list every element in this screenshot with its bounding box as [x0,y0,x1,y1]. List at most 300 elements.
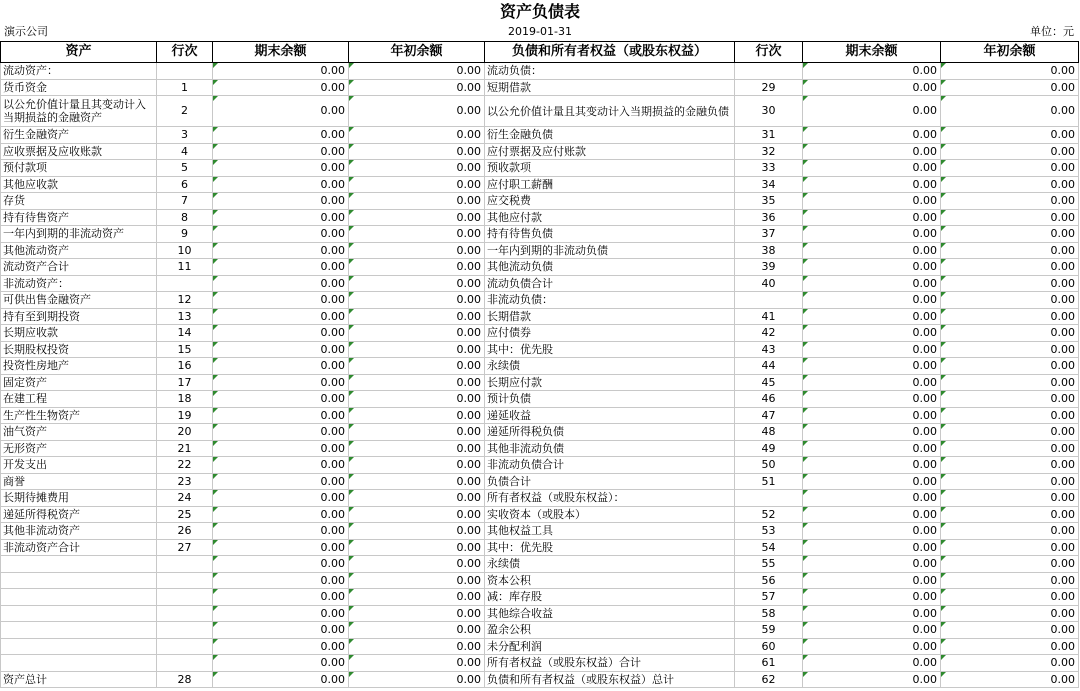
asset-opening-balance-cell[interactable]: 0.00 [349,523,485,540]
liability-label-cell[interactable]: 其他应付款 [485,209,735,226]
asset-line-no-cell[interactable]: 19 [157,407,213,424]
liability-ending-balance-cell[interactable]: 0.00 [803,440,941,457]
liability-label-cell[interactable]: 长期应付款 [485,374,735,391]
liability-opening-balance-cell[interactable]: 0.00 [941,539,1079,556]
liability-line-no-cell[interactable]: 34 [735,176,803,193]
asset-label-cell[interactable]: 在建工程 [1,391,157,408]
liability-line-no-cell[interactable]: 58 [735,605,803,622]
liability-opening-balance-cell[interactable]: 0.00 [941,490,1079,507]
liability-ending-balance-cell[interactable]: 0.00 [803,325,941,342]
liability-label-cell[interactable]: 永续债 [485,358,735,375]
liability-ending-balance-cell[interactable]: 0.00 [803,143,941,160]
asset-opening-balance-cell[interactable]: 0.00 [349,259,485,276]
asset-label-cell[interactable] [1,589,157,606]
liability-ending-balance-cell[interactable]: 0.00 [803,242,941,259]
liability-opening-balance-cell[interactable]: 0.00 [941,79,1079,96]
liability-line-no-cell[interactable]: 54 [735,539,803,556]
liability-label-cell[interactable]: 非流动负债合计 [485,457,735,474]
liability-opening-balance-cell[interactable]: 0.00 [941,622,1079,639]
liability-opening-balance-cell[interactable]: 0.00 [941,671,1079,688]
liability-line-no-cell[interactable]: 49 [735,440,803,457]
asset-line-no-cell[interactable]: 21 [157,440,213,457]
asset-line-no-cell[interactable]: 17 [157,374,213,391]
asset-ending-balance-cell[interactable]: 0.00 [213,341,349,358]
liability-opening-balance-cell[interactable]: 0.00 [941,209,1079,226]
asset-ending-balance-cell[interactable]: 0.00 [213,292,349,309]
liability-opening-balance-cell[interactable]: 0.00 [941,193,1079,210]
asset-ending-balance-cell[interactable]: 0.00 [213,424,349,441]
asset-ending-balance-cell[interactable]: 0.00 [213,655,349,672]
liability-label-cell[interactable]: 非流动负债： [485,292,735,309]
asset-line-no-cell[interactable]: 28 [157,671,213,688]
asset-line-no-cell[interactable] [157,622,213,639]
asset-ending-balance-cell[interactable]: 0.00 [213,605,349,622]
asset-ending-balance-cell[interactable]: 0.00 [213,523,349,540]
liability-line-no-cell[interactable]: 33 [735,160,803,177]
asset-line-no-cell[interactable] [157,655,213,672]
liability-ending-balance-cell[interactable]: 0.00 [803,539,941,556]
liability-line-no-cell[interactable]: 60 [735,638,803,655]
liability-line-no-cell[interactable]: 62 [735,671,803,688]
liability-ending-balance-cell[interactable]: 0.00 [803,193,941,210]
liability-opening-balance-cell[interactable]: 0.00 [941,341,1079,358]
asset-label-cell[interactable]: 应收票据及应收账款 [1,143,157,160]
liability-label-cell[interactable]: 递延收益 [485,407,735,424]
asset-opening-balance-cell[interactable]: 0.00 [349,96,485,127]
asset-opening-balance-cell[interactable]: 0.00 [349,424,485,441]
liability-label-cell[interactable]: 资本公积 [485,572,735,589]
liability-opening-balance-cell[interactable]: 0.00 [941,374,1079,391]
asset-opening-balance-cell[interactable]: 0.00 [349,176,485,193]
asset-ending-balance-cell[interactable]: 0.00 [213,308,349,325]
asset-line-no-cell[interactable] [157,556,213,573]
asset-opening-balance-cell[interactable]: 0.00 [349,605,485,622]
asset-opening-balance-cell[interactable]: 0.00 [349,440,485,457]
asset-line-no-cell[interactable]: 8 [157,209,213,226]
asset-ending-balance-cell[interactable]: 0.00 [213,440,349,457]
asset-line-no-cell[interactable]: 7 [157,193,213,210]
liability-label-cell[interactable]: 其他流动负债 [485,259,735,276]
liability-ending-balance-cell[interactable]: 0.00 [803,127,941,144]
asset-label-cell[interactable]: 生产性生物资产 [1,407,157,424]
liability-opening-balance-cell[interactable]: 0.00 [941,226,1079,243]
liability-ending-balance-cell[interactable]: 0.00 [803,638,941,655]
asset-ending-balance-cell[interactable]: 0.00 [213,79,349,96]
asset-ending-balance-cell[interactable]: 0.00 [213,176,349,193]
liability-ending-balance-cell[interactable]: 0.00 [803,490,941,507]
liability-opening-balance-cell[interactable]: 0.00 [941,63,1079,80]
liability-label-cell[interactable]: 永续债 [485,556,735,573]
asset-line-no-cell[interactable]: 22 [157,457,213,474]
asset-label-cell[interactable]: 存货 [1,193,157,210]
asset-opening-balance-cell[interactable]: 0.00 [349,589,485,606]
asset-opening-balance-cell[interactable]: 0.00 [349,374,485,391]
liability-opening-balance-cell[interactable]: 0.00 [941,556,1079,573]
asset-opening-balance-cell[interactable]: 0.00 [349,209,485,226]
asset-opening-balance-cell[interactable]: 0.00 [349,79,485,96]
asset-line-no-cell[interactable]: 11 [157,259,213,276]
liability-opening-balance-cell[interactable]: 0.00 [941,605,1079,622]
asset-line-no-cell[interactable]: 12 [157,292,213,309]
liability-label-cell[interactable]: 负债合计 [485,473,735,490]
liability-ending-balance-cell[interactable]: 0.00 [803,424,941,441]
asset-line-no-cell[interactable]: 10 [157,242,213,259]
liability-label-cell[interactable]: 一年内到期的非流动负债 [485,242,735,259]
liability-label-cell[interactable]: 所有者权益（或股东权益）： [485,490,735,507]
liability-opening-balance-cell[interactable]: 0.00 [941,473,1079,490]
liability-opening-balance-cell[interactable]: 0.00 [941,589,1079,606]
asset-label-cell[interactable]: 其他非流动资产 [1,523,157,540]
liability-line-no-cell[interactable]: 42 [735,325,803,342]
asset-label-cell[interactable] [1,556,157,573]
liability-line-no-cell[interactable]: 59 [735,622,803,639]
liability-label-cell[interactable]: 流动负债： [485,63,735,80]
asset-ending-balance-cell[interactable]: 0.00 [213,556,349,573]
asset-ending-balance-cell[interactable]: 0.00 [213,242,349,259]
asset-label-cell[interactable]: 流动资产合计 [1,259,157,276]
asset-label-cell[interactable]: 一年内到期的非流动资产 [1,226,157,243]
liability-opening-balance-cell[interactable]: 0.00 [941,391,1079,408]
liability-line-no-cell[interactable]: 30 [735,96,803,127]
asset-ending-balance-cell[interactable]: 0.00 [213,473,349,490]
liability-ending-balance-cell[interactable]: 0.00 [803,572,941,589]
asset-opening-balance-cell[interactable]: 0.00 [349,325,485,342]
asset-ending-balance-cell[interactable]: 0.00 [213,63,349,80]
liability-line-no-cell[interactable] [735,292,803,309]
asset-ending-balance-cell[interactable]: 0.00 [213,96,349,127]
asset-opening-balance-cell[interactable]: 0.00 [349,457,485,474]
asset-opening-balance-cell[interactable]: 0.00 [349,160,485,177]
liability-line-no-cell[interactable]: 46 [735,391,803,408]
asset-ending-balance-cell[interactable]: 0.00 [213,638,349,655]
liability-label-cell[interactable]: 持有待售负债 [485,226,735,243]
asset-ending-balance-cell[interactable]: 0.00 [213,589,349,606]
liability-opening-balance-cell[interactable]: 0.00 [941,160,1079,177]
liability-label-cell[interactable]: 递延所得税负债 [485,424,735,441]
liability-line-no-cell[interactable]: 51 [735,473,803,490]
asset-label-cell[interactable] [1,638,157,655]
asset-opening-balance-cell[interactable]: 0.00 [349,275,485,292]
asset-opening-balance-cell[interactable]: 0.00 [349,407,485,424]
liability-label-cell[interactable]: 短期借款 [485,79,735,96]
asset-opening-balance-cell[interactable]: 0.00 [349,308,485,325]
asset-opening-balance-cell[interactable]: 0.00 [349,143,485,160]
asset-opening-balance-cell[interactable]: 0.00 [349,539,485,556]
liability-label-cell[interactable]: 应付债券 [485,325,735,342]
asset-opening-balance-cell[interactable]: 0.00 [349,127,485,144]
asset-label-cell[interactable]: 油气资产 [1,424,157,441]
asset-opening-balance-cell[interactable]: 0.00 [349,622,485,639]
asset-line-no-cell[interactable]: 23 [157,473,213,490]
asset-line-no-cell[interactable] [157,572,213,589]
asset-ending-balance-cell[interactable]: 0.00 [213,391,349,408]
asset-label-cell[interactable]: 资产总计 [1,671,157,688]
asset-ending-balance-cell[interactable]: 0.00 [213,259,349,276]
asset-line-no-cell[interactable]: 25 [157,506,213,523]
liability-opening-balance-cell[interactable]: 0.00 [941,440,1079,457]
liability-ending-balance-cell[interactable]: 0.00 [803,391,941,408]
liability-label-cell[interactable]: 其他综合收益 [485,605,735,622]
asset-label-cell[interactable]: 长期应收款 [1,325,157,342]
asset-ending-balance-cell[interactable]: 0.00 [213,671,349,688]
header-ending-balance: 期末余额 [213,42,349,63]
asset-label-cell[interactable]: 其他应收款 [1,176,157,193]
currency-unit: 单位：元 [1030,25,1074,38]
liability-opening-balance-cell[interactable]: 0.00 [941,424,1079,441]
asset-line-no-cell[interactable]: 18 [157,391,213,408]
liability-ending-balance-cell[interactable]: 0.00 [803,275,941,292]
liability-ending-balance-cell[interactable]: 0.00 [803,506,941,523]
liability-line-no-cell[interactable]: 35 [735,193,803,210]
liability-ending-balance-cell[interactable]: 0.00 [803,622,941,639]
asset-opening-balance-cell[interactable]: 0.00 [349,242,485,259]
asset-opening-balance-cell[interactable]: 0.00 [349,473,485,490]
liability-label-cell[interactable]: 以公允价值计量且其变动计入当期损益的金融负债 [485,96,735,127]
asset-line-no-cell[interactable]: 13 [157,308,213,325]
asset-ending-balance-cell[interactable]: 0.00 [213,275,349,292]
liability-label-cell[interactable]: 实收资本（或股本） [485,506,735,523]
asset-line-no-cell[interactable]: 5 [157,160,213,177]
liability-line-no-cell[interactable]: 55 [735,556,803,573]
liability-label-cell[interactable]: 流动负债合计 [485,275,735,292]
asset-opening-balance-cell[interactable]: 0.00 [349,671,485,688]
asset-line-no-cell[interactable] [157,589,213,606]
asset-ending-balance-cell[interactable]: 0.00 [213,160,349,177]
liability-ending-balance-cell[interactable]: 0.00 [803,655,941,672]
asset-line-no-cell[interactable]: 9 [157,226,213,243]
liability-line-no-cell[interactable]: 53 [735,523,803,540]
asset-opening-balance-cell[interactable]: 0.00 [349,655,485,672]
liability-line-no-cell[interactable]: 29 [735,79,803,96]
asset-label-cell[interactable]: 货币资金 [1,79,157,96]
liability-line-no-cell[interactable]: 43 [735,341,803,358]
liability-line-no-cell[interactable]: 32 [735,143,803,160]
asset-ending-balance-cell[interactable]: 0.00 [213,572,349,589]
liability-label-cell[interactable]: 其中：优先股 [485,539,735,556]
asset-line-no-cell[interactable] [157,605,213,622]
asset-label-cell[interactable]: 可供出售金融资产 [1,292,157,309]
liability-line-no-cell[interactable]: 50 [735,457,803,474]
asset-label-cell[interactable]: 非流动资产： [1,275,157,292]
table-row [1,209,1079,226]
asset-ending-balance-cell[interactable]: 0.00 [213,622,349,639]
asset-label-cell[interactable] [1,605,157,622]
liability-opening-balance-cell[interactable]: 0.00 [941,143,1079,160]
liability-line-no-cell[interactable]: 41 [735,308,803,325]
liability-ending-balance-cell[interactable]: 0.00 [803,96,941,127]
liability-ending-balance-cell[interactable]: 0.00 [803,63,941,80]
liability-ending-balance-cell[interactable]: 0.00 [803,209,941,226]
liability-line-no-cell[interactable]: 48 [735,424,803,441]
asset-label-cell[interactable]: 流动资产： [1,63,157,80]
asset-opening-balance-cell[interactable]: 0.00 [349,391,485,408]
asset-line-no-cell[interactable]: 2 [157,96,213,127]
asset-ending-balance-cell[interactable]: 0.00 [213,209,349,226]
asset-label-cell[interactable] [1,622,157,639]
asset-label-cell[interactable] [1,655,157,672]
liability-line-no-cell[interactable] [735,490,803,507]
liability-opening-balance-cell[interactable]: 0.00 [941,523,1079,540]
asset-opening-balance-cell[interactable]: 0.00 [349,490,485,507]
asset-label-cell[interactable] [1,572,157,589]
asset-label-cell[interactable]: 长期股权投资 [1,341,157,358]
table-row [1,63,1079,80]
asset-label-cell[interactable]: 投资性房地产 [1,358,157,375]
liability-line-no-cell[interactable]: 36 [735,209,803,226]
asset-line-no-cell[interactable]: 14 [157,325,213,342]
liability-opening-balance-cell[interactable]: 0.00 [941,506,1079,523]
liability-ending-balance-cell[interactable]: 0.00 [803,259,941,276]
liability-line-no-cell[interactable]: 47 [735,407,803,424]
asset-label-cell[interactable]: 非流动资产合计 [1,539,157,556]
asset-opening-balance-cell[interactable]: 0.00 [349,292,485,309]
liability-line-no-cell[interactable]: 44 [735,358,803,375]
asset-ending-balance-cell[interactable]: 0.00 [213,325,349,342]
liability-ending-balance-cell[interactable]: 0.00 [803,556,941,573]
liability-label-cell[interactable]: 减：库存股 [485,589,735,606]
asset-ending-balance-cell[interactable]: 0.00 [213,506,349,523]
liability-line-no-cell[interactable]: 31 [735,127,803,144]
asset-label-cell[interactable]: 无形资产 [1,440,157,457]
liability-label-cell[interactable]: 应付票据及应付账款 [485,143,735,160]
liability-opening-balance-cell[interactable]: 0.00 [941,242,1079,259]
liability-opening-balance-cell[interactable]: 0.00 [941,259,1079,276]
asset-opening-balance-cell[interactable]: 0.00 [349,226,485,243]
liability-line-no-cell[interactable]: 45 [735,374,803,391]
liability-label-cell[interactable]: 预计负债 [485,391,735,408]
asset-ending-balance-cell[interactable]: 0.00 [213,490,349,507]
liability-line-no-cell[interactable]: 38 [735,242,803,259]
liability-opening-balance-cell[interactable]: 0.00 [941,572,1079,589]
asset-ending-balance-cell[interactable]: 0.00 [213,457,349,474]
asset-ending-balance-cell[interactable]: 0.00 [213,143,349,160]
liability-label-cell[interactable]: 其他非流动负债 [485,440,735,457]
liability-opening-balance-cell[interactable]: 0.00 [941,407,1079,424]
asset-line-no-cell[interactable]: 27 [157,539,213,556]
liability-label-cell[interactable]: 未分配利润 [485,638,735,655]
liability-ending-balance-cell[interactable]: 0.00 [803,671,941,688]
asset-label-cell[interactable]: 预付款项 [1,160,157,177]
liability-label-cell[interactable]: 所有者权益（或股东权益）合计 [485,655,735,672]
asset-ending-balance-cell[interactable]: 0.00 [213,127,349,144]
liability-opening-balance-cell[interactable]: 0.00 [941,127,1079,144]
asset-opening-balance-cell[interactable]: 0.00 [349,341,485,358]
liability-line-no-cell[interactable] [735,63,803,80]
liability-ending-balance-cell[interactable]: 0.00 [803,589,941,606]
liability-opening-balance-cell[interactable]: 0.00 [941,325,1079,342]
liability-line-no-cell[interactable]: 61 [735,655,803,672]
liability-label-cell[interactable]: 预收款项 [485,160,735,177]
asset-line-no-cell[interactable]: 1 [157,79,213,96]
liability-ending-balance-cell[interactable]: 0.00 [803,226,941,243]
liability-opening-balance-cell[interactable]: 0.00 [941,275,1079,292]
asset-opening-balance-cell[interactable]: 0.00 [349,193,485,210]
asset-line-no-cell[interactable] [157,275,213,292]
asset-line-no-cell[interactable] [157,638,213,655]
liability-opening-balance-cell[interactable]: 0.00 [941,176,1079,193]
asset-label-cell[interactable]: 商誉 [1,473,157,490]
liability-ending-balance-cell[interactable]: 0.00 [803,457,941,474]
liability-line-no-cell[interactable]: 40 [735,275,803,292]
asset-ending-balance-cell[interactable]: 0.00 [213,407,349,424]
asset-line-no-cell[interactable] [157,63,213,80]
liability-label-cell[interactable]: 长期借款 [485,308,735,325]
liability-opening-balance-cell[interactable]: 0.00 [941,308,1079,325]
liability-opening-balance-cell[interactable]: 0.00 [941,96,1079,127]
asset-line-no-cell[interactable]: 6 [157,176,213,193]
asset-line-no-cell[interactable]: 4 [157,143,213,160]
liability-opening-balance-cell[interactable]: 0.00 [941,358,1079,375]
liability-label-cell[interactable]: 衍生金融负债 [485,127,735,144]
asset-opening-balance-cell[interactable]: 0.00 [349,358,485,375]
asset-ending-balance-cell[interactable]: 0.00 [213,358,349,375]
asset-opening-balance-cell[interactable]: 0.00 [349,638,485,655]
liability-label-cell[interactable]: 负债和所有者权益（或股东权益）总计 [485,671,735,688]
liability-line-no-cell[interactable]: 39 [735,259,803,276]
liability-label-cell[interactable]: 应交税费 [485,193,735,210]
asset-line-no-cell[interactable]: 24 [157,490,213,507]
liability-ending-balance-cell[interactable]: 0.00 [803,176,941,193]
asset-line-no-cell[interactable]: 26 [157,523,213,540]
asset-ending-balance-cell[interactable]: 0.00 [213,193,349,210]
liability-line-no-cell[interactable]: 52 [735,506,803,523]
asset-label-cell[interactable]: 开发支出 [1,457,157,474]
asset-label-cell[interactable]: 以公允价值计量且其变动计入当期损益的金融资产 [1,96,157,127]
liability-ending-balance-cell[interactable]: 0.00 [803,407,941,424]
liability-line-no-cell[interactable]: 56 [735,572,803,589]
liability-line-no-cell[interactable]: 37 [735,226,803,243]
asset-label-cell[interactable]: 衍生金融资产 [1,127,157,144]
liability-ending-balance-cell[interactable]: 0.00 [803,292,941,309]
asset-ending-balance-cell[interactable]: 0.00 [213,539,349,556]
asset-opening-balance-cell[interactable]: 0.00 [349,63,485,80]
liability-label-cell[interactable]: 其他权益工具 [485,523,735,540]
liability-opening-balance-cell[interactable]: 0.00 [941,655,1079,672]
asset-opening-balance-cell[interactable]: 0.00 [349,556,485,573]
liability-opening-balance-cell[interactable]: 0.00 [941,292,1079,309]
liability-opening-balance-cell[interactable]: 0.00 [941,638,1079,655]
asset-line-no-cell[interactable]: 16 [157,358,213,375]
asset-label-cell[interactable]: 持有至到期投资 [1,308,157,325]
asset-label-cell[interactable]: 持有待售资产 [1,209,157,226]
liability-opening-balance-cell[interactable]: 0.00 [941,457,1079,474]
liability-ending-balance-cell[interactable]: 0.00 [803,160,941,177]
liability-ending-balance-cell[interactable]: 0.00 [803,358,941,375]
liability-ending-balance-cell[interactable]: 0.00 [803,473,941,490]
asset-label-cell[interactable]: 长期待摊费用 [1,490,157,507]
asset-label-cell[interactable]: 递延所得税资产 [1,506,157,523]
asset-line-no-cell[interactable]: 3 [157,127,213,144]
asset-label-cell[interactable]: 固定资产 [1,374,157,391]
asset-line-no-cell[interactable]: 20 [157,424,213,441]
liability-ending-balance-cell[interactable]: 0.00 [803,308,941,325]
asset-line-no-cell[interactable]: 15 [157,341,213,358]
liability-label-cell[interactable]: 应付职工薪酬 [485,176,735,193]
liability-ending-balance-cell[interactable]: 0.00 [803,79,941,96]
liability-line-no-cell[interactable]: 57 [735,589,803,606]
liability-label-cell[interactable]: 其中：优先股 [485,341,735,358]
liability-ending-balance-cell[interactable]: 0.00 [803,523,941,540]
asset-opening-balance-cell[interactable]: 0.00 [349,572,485,589]
liability-ending-balance-cell[interactable]: 0.00 [803,605,941,622]
asset-ending-balance-cell[interactable]: 0.00 [213,374,349,391]
liability-ending-balance-cell[interactable]: 0.00 [803,341,941,358]
liability-label-cell[interactable]: 盈余公积 [485,622,735,639]
asset-opening-balance-cell[interactable]: 0.00 [349,506,485,523]
asset-ending-balance-cell[interactable]: 0.00 [213,226,349,243]
liability-ending-balance-cell[interactable]: 0.00 [803,374,941,391]
asset-label-cell[interactable]: 其他流动资产 [1,242,157,259]
